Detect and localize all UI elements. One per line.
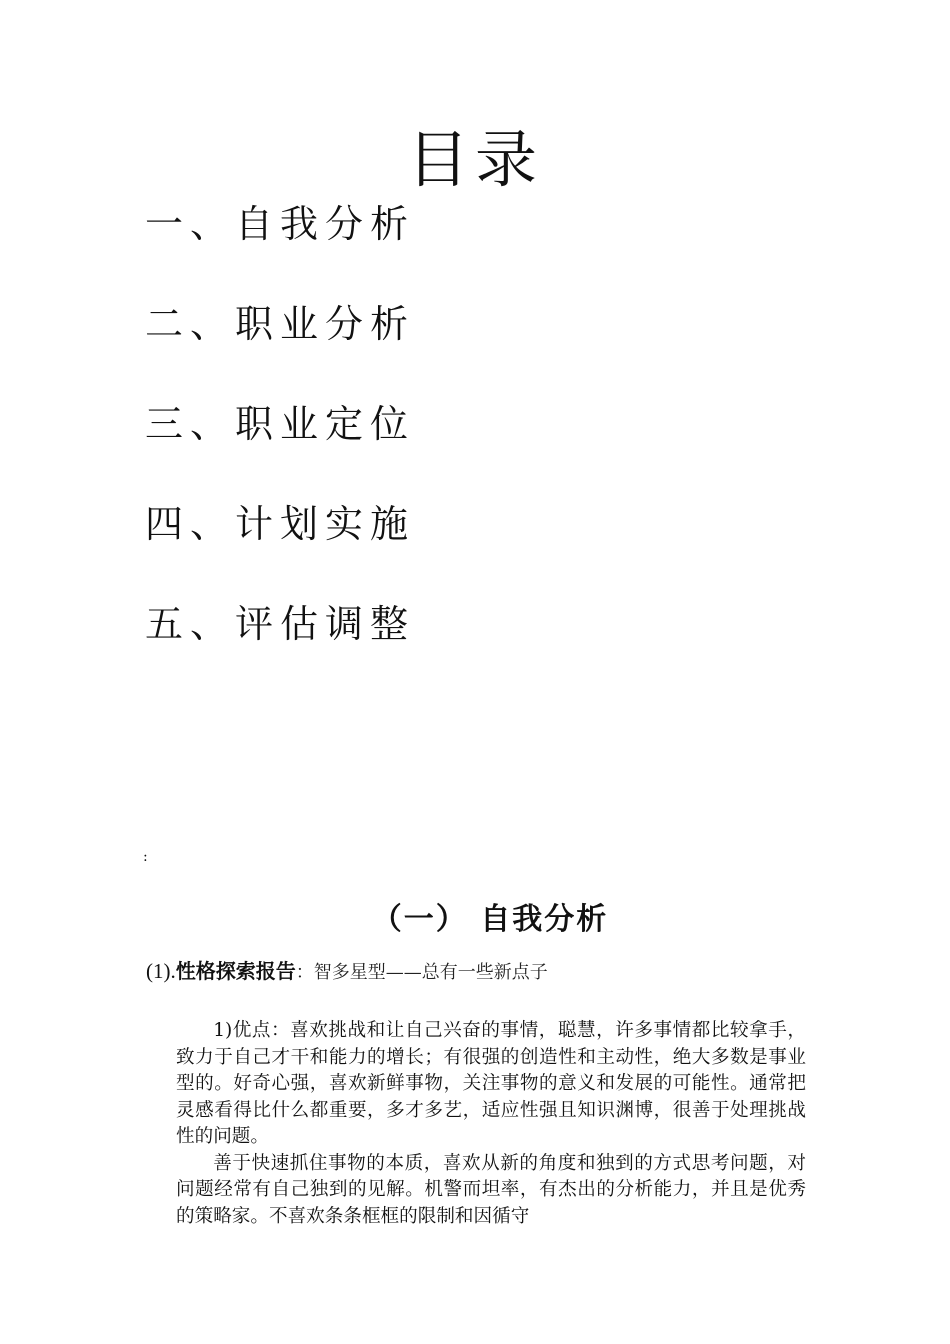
- paragraph-strengths-continued: 善于快速抓住事物的本质，喜欢从新的角度和独到的方式思考问题，对问题经常有自己独到的见解。机警而坦率，有杰出的分析能力，并且是优秀的策略家。不喜欢条条框框的限制和因循守: [176, 1152, 806, 1227]
- toc-item-evaluation-adjustment: 五、评估调整: [145, 602, 416, 646]
- stray-colon-mark: :: [143, 849, 148, 865]
- toc-item-career-positioning: 三、职业定位: [145, 402, 416, 446]
- paragraph-strengths: 1)优点：喜欢挑战和让自己兴奋的事情，聪慧，许多事情都比较拿手，致力于自己才干和能力的增长；有很强的创造性和主动性，绝大多数是事业型的。好奇心强，喜欢新鲜事物，关注事物的意义和发展的可能性。通常把灵感看得比什么都重要，多才多艺，适应性强且知识渊博，很善于处理挑战性的问题。: [176, 1020, 806, 1147]
- personality-report-line: [146, 956, 548, 988]
- body-text: [176, 1018, 806, 1230]
- toc-list: [145, 196, 415, 696]
- toc-title: 目录: [406, 123, 543, 196]
- toc-item-self-analysis: 一、自我分析: [145, 202, 416, 246]
- report-number: (1).: [146, 959, 176, 983]
- report-separator: ：: [295, 962, 314, 983]
- toc-item-career-analysis: 二、职业分析: [145, 302, 416, 346]
- toc-item-plan-implementation: 四、计划实施: [145, 502, 416, 546]
- report-value: 智多星型——总有一些新点子: [313, 962, 548, 983]
- report-label: 性格探索报告: [175, 959, 296, 983]
- section-heading: （一） 自我分析: [371, 902, 609, 937]
